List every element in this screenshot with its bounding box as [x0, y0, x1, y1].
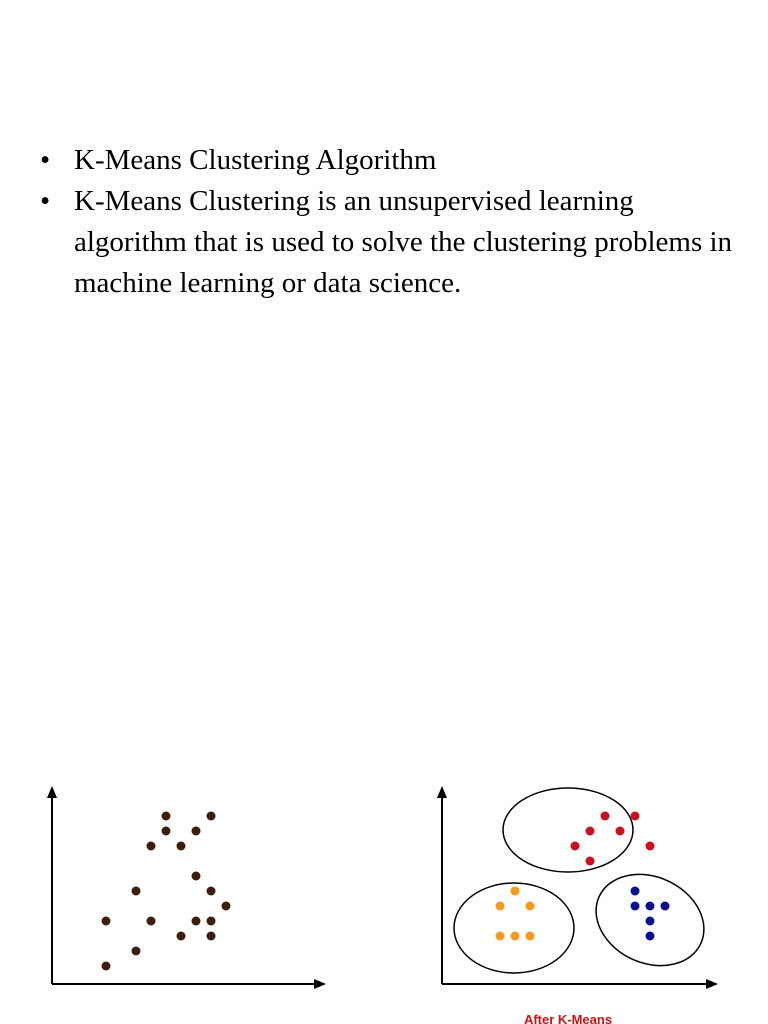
data-point-18	[162, 812, 171, 821]
point-orange-3	[511, 887, 520, 896]
bullet-list	[40, 140, 740, 304]
y-axis-arrow-icon	[437, 786, 447, 798]
bullet-glyph: •	[40, 185, 51, 217]
point-orange-1	[496, 932, 505, 941]
after-caption: After K-Means	[523, 1012, 613, 1024]
data-point-7	[207, 917, 216, 926]
before-points	[102, 812, 231, 971]
point-orange-5	[526, 932, 535, 941]
data-point-1	[147, 917, 156, 926]
cluster-outline-orange	[454, 883, 574, 973]
data-point-2	[132, 947, 141, 956]
data-point-11	[177, 932, 186, 941]
before-plot	[30, 770, 340, 1010]
after-clustering-figure	[420, 770, 740, 1024]
point-red-2	[586, 827, 595, 836]
x-axis-arrow-icon	[706, 979, 718, 989]
point-blue-5	[646, 917, 655, 926]
after-plot	[420, 770, 740, 1024]
point-orange-6	[511, 932, 520, 941]
point-red-5	[631, 812, 640, 821]
data-point-9	[207, 932, 216, 941]
before-clustering-figure	[30, 770, 340, 1010]
data-point-3	[102, 917, 111, 926]
data-point-4	[102, 962, 111, 971]
bullet-item-1	[40, 140, 740, 181]
bullet-glyph: •	[40, 144, 51, 176]
point-red-4	[616, 827, 625, 836]
point-blue-2	[631, 902, 640, 911]
point-blue-4	[661, 902, 670, 911]
data-point-5	[132, 887, 141, 896]
point-red-3	[601, 812, 610, 821]
bullet-text-1: K-Means Clustering Algorithm	[74, 144, 437, 176]
data-point-12	[192, 917, 201, 926]
point-blue-6	[646, 932, 655, 941]
data-point-16	[192, 827, 201, 836]
data-point-10	[192, 872, 201, 881]
point-red-7	[586, 857, 595, 866]
data-point-8	[222, 902, 231, 911]
bullet-text-2: K-Means Clustering is an unsupervised learning algorithm that is used to solve the clustering problems in machine learning or data science.	[74, 185, 733, 299]
data-point-13	[177, 842, 186, 851]
data-point-17	[207, 812, 216, 821]
y-axis-arrow-icon	[47, 786, 57, 798]
point-red-6	[646, 842, 655, 851]
data-point-15	[162, 827, 171, 836]
after-points	[496, 812, 670, 941]
point-orange-2	[496, 902, 505, 911]
point-blue-1	[631, 887, 640, 896]
point-blue-3	[646, 902, 655, 911]
point-orange-4	[526, 902, 535, 911]
data-point-14	[147, 842, 156, 851]
point-red-1	[571, 842, 580, 851]
cluster-outline-red	[503, 788, 633, 872]
x-axis-arrow-icon	[314, 979, 326, 989]
data-point-6	[207, 887, 216, 896]
bullet-item-2	[40, 181, 740, 304]
